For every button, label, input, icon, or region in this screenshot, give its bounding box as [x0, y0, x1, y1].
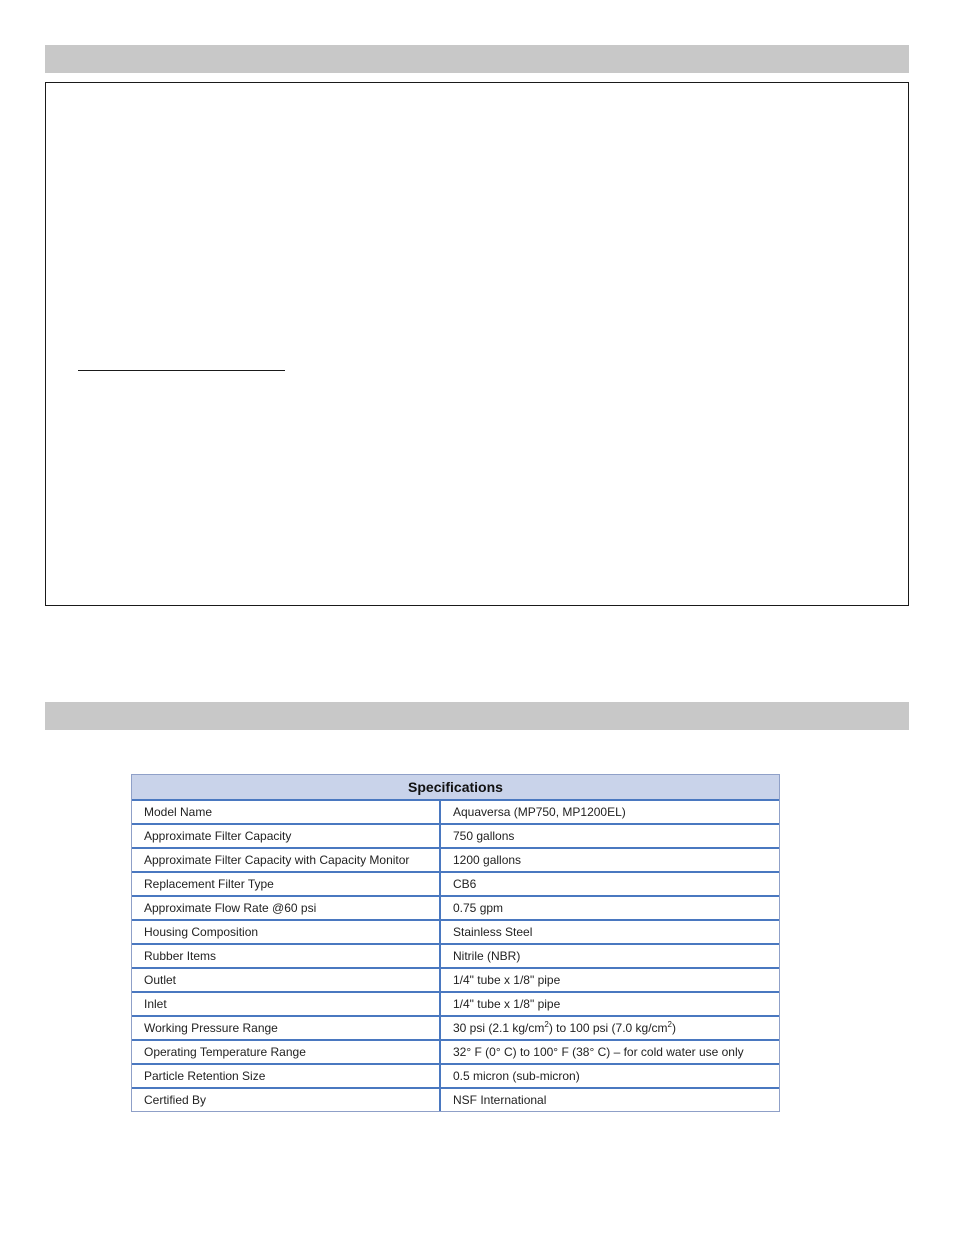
- table-row: [132, 825, 779, 849]
- specifications-title: Specifications: [132, 775, 779, 801]
- table-row: [132, 969, 779, 993]
- underline-rule: [78, 370, 285, 371]
- spec-label: Outlet: [132, 969, 441, 993]
- spec-value: 32° F (0° C) to 100° F (38° C) – for cold water use only: [441, 1041, 779, 1065]
- spec-value: 0.75 gpm: [441, 897, 779, 921]
- spec-value: Nitrile (NBR): [441, 945, 779, 969]
- spec-value: Aquaversa (MP750, MP1200EL): [441, 801, 779, 825]
- table-row: [132, 993, 779, 1017]
- spec-value: 30 psi (2.1 $kg/cm^2$) to 100 psi (7.0 $kg/cm^2$): [441, 1017, 779, 1041]
- spec-label: Working Pressure Range: [132, 1017, 441, 1041]
- section-header-bar: [45, 45, 909, 73]
- spec-label: Rubber Items: [132, 945, 441, 969]
- table-row: [132, 801, 779, 825]
- spec-label: Housing Composition: [132, 921, 441, 945]
- table-row: [132, 1041, 779, 1065]
- spec-label: Approximate Filter Capacity: [132, 825, 441, 849]
- spec-label: Model Name: [132, 801, 441, 825]
- spec-value: 0.5 micron (sub-micron): [441, 1065, 779, 1089]
- specifications-table: [131, 774, 780, 1112]
- spec-value: Stainless Steel: [441, 921, 779, 945]
- spec-value: 1200 gallons: [441, 849, 779, 873]
- spec-label: Replacement Filter Type: [132, 873, 441, 897]
- spec-label: Approximate Filter Capacity with Capacity Monitor: [132, 849, 441, 873]
- spec-value: CB6: [441, 873, 779, 897]
- spec-value: 1/4" tube x 1/8" pipe: [441, 993, 779, 1017]
- table-row: [132, 897, 779, 921]
- spec-value: 750 gallons: [441, 825, 779, 849]
- spec-value: NSF International: [453, 1093, 547, 1107]
- specifications-header-bar: [45, 702, 909, 730]
- spec-label: Inlet: [132, 993, 441, 1017]
- table-row: [132, 849, 779, 873]
- table-row: [132, 1065, 779, 1089]
- table-row: [132, 873, 779, 897]
- spec-label: Certified By: [132, 1089, 441, 1111]
- spec-label: Approximate Flow Rate @60 psi: [132, 897, 441, 921]
- spec-label: Operating Temperature Range: [132, 1041, 441, 1065]
- content-box: [45, 82, 909, 606]
- table-row: [132, 1017, 779, 1041]
- table-row: [132, 921, 779, 945]
- spec-value: 1/4" tube x 1/8" pipe: [441, 969, 779, 993]
- spec-label: Particle Retention Size: [132, 1065, 441, 1089]
- table-row: [132, 1089, 779, 1111]
- table-row: [132, 945, 779, 969]
